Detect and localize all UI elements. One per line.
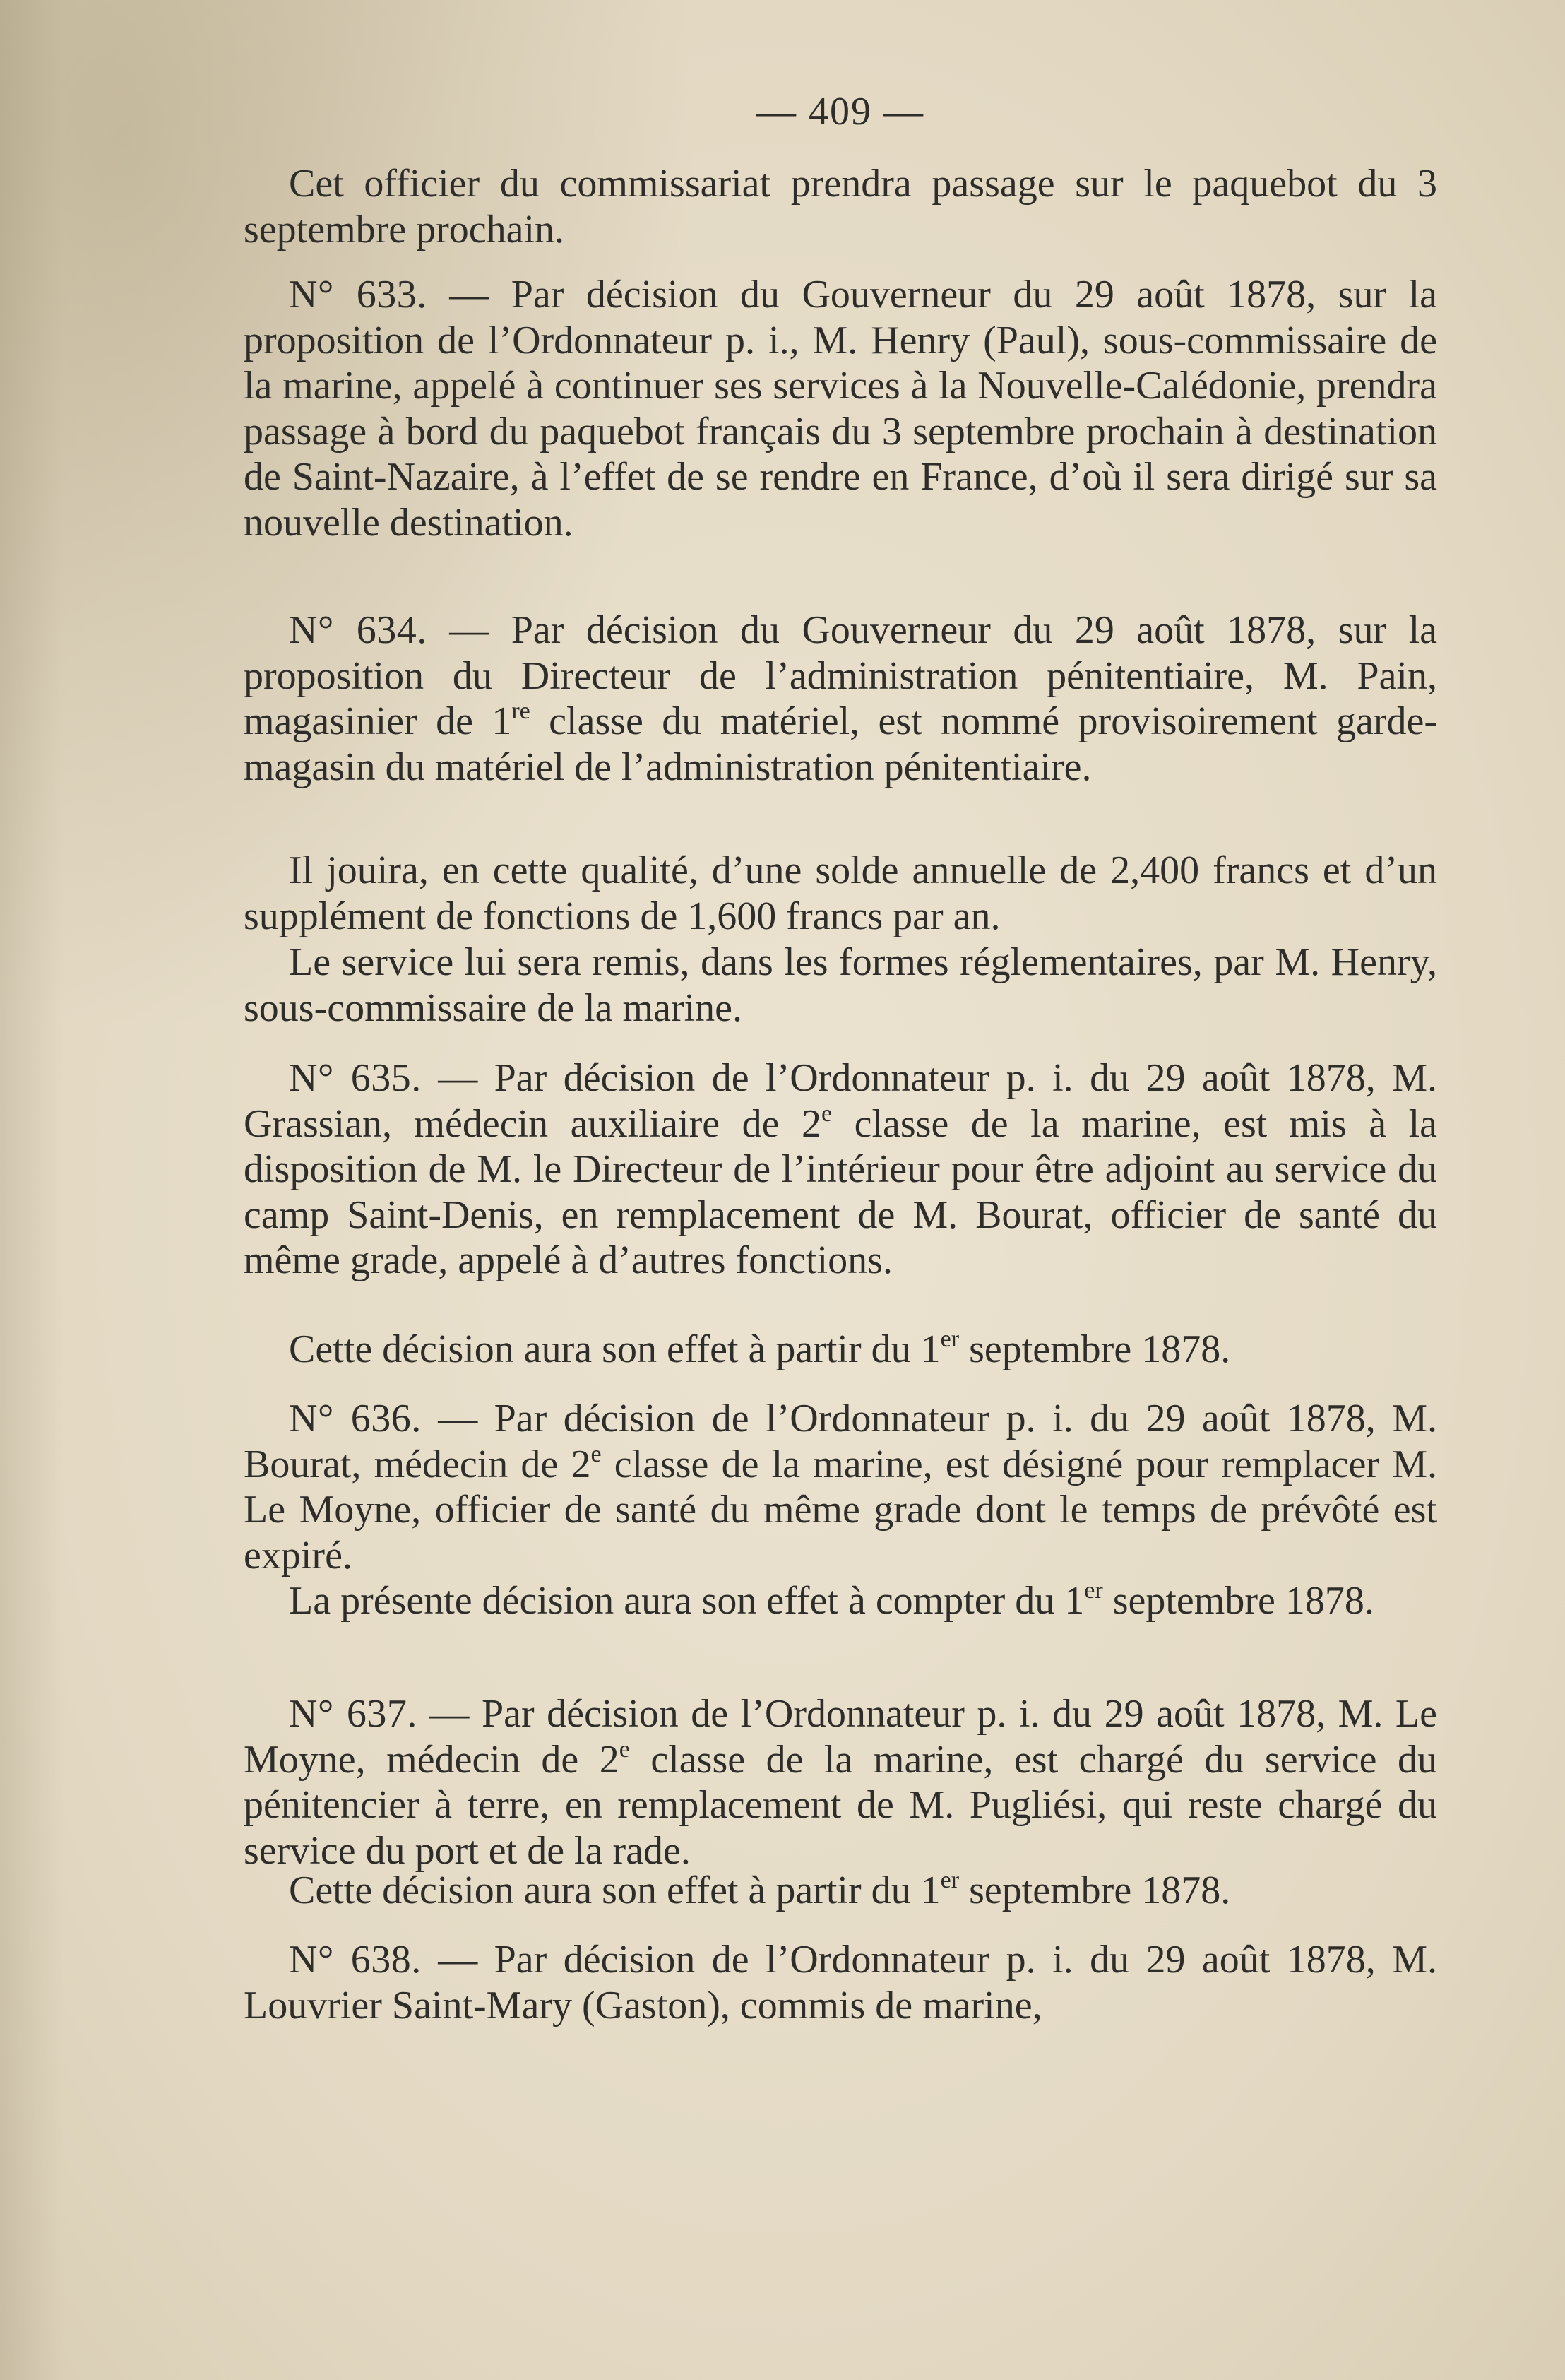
superscript: er [940,1867,960,1893]
page-number: — 409 — [756,90,924,134]
paragraph-638 [244,1937,1437,2028]
superscript: er [1084,1577,1103,1604]
decision-number: N° 637. [289,1692,417,1736]
paragraph-text: Cette décision aura son effet à partir du 1 [289,1869,941,1912]
decision-number: N° 636. [289,1397,422,1440]
paragraph-637-effect [244,1868,1437,1914]
paragraph-636 [244,1396,1437,1578]
paragraph-text: — Par décision du Gouverneur du 29 août 1878, sur la proposition du Directeur de l’administration pénitentiaire, M. Pain, magasinier de 1 [244,608,1437,743]
paragraph-text: septembre 1878. [959,1869,1231,1912]
superscript: re [511,698,530,724]
paragraph-text: — Par décision du Gouverneur du 29 août 1878, sur la proposition de l’Ordonnateur p. i., M. Henry (Paul), sous-commissaire de la marine, appelé à continuer ses services à la Nouvelle-Calédonie, prendra passage à bord du paquebot français du 3 septembre prochain à destination de Saint-Nazaire, à l’effet de se rendre en France, d’où il sera dirigé sur sa nouvelle destination. [244,273,1437,545]
superscript: er [940,1326,960,1352]
paragraph-text: Cet officier du commissariat prendra passage sur le paquebot du 3 septembre prochain. [244,162,1437,251]
paragraph-text: classe du matériel, est nommé provisoirement garde-magasin du matériel de l’administration pénitentiaire. [244,699,1437,789]
paragraph-text: — Par décision de l’Ordonnateur p. i. du 29 août 1878, M. Grassian, médecin auxiliaire de 2 [244,1056,1437,1146]
paragraph-text: classe de la marine, est désigné pour remplacer M. Le Moyne, officier de santé du même grade dont le temps de prévôté est expiré. [244,1442,1437,1577]
paragraph-text: septembre 1878. [959,1327,1231,1371]
paragraph-637 [244,1691,1437,1873]
paragraph-text: classe de la marine, est mis à la disposition de M. le Directeur de l’intérieur pour être adjoint au service du camp Saint-Denis, en remplacement de M. Bourat, officier de santé du même grade, appelé à d’autres fonctions. [244,1101,1438,1282]
paragraph-text: — Par décision de l’Ordonnateur p. i. du 29 août 1878, M. Le Moyne, médecin de 2 [244,1692,1437,1782]
superscript: e [590,1440,602,1467]
decision-number: N° 634. [289,608,427,652]
paragraph-text: septembre 1878. [1102,1579,1374,1623]
paragraph-text: Cette décision aura son effet à partir du 1 [289,1327,941,1371]
decision-number: N° 635. [289,1056,422,1100]
paragraph-text: Le service lui sera remis, dans les formes réglementaires, par M. Henry, sous-commissaire de la marine. [244,940,1437,1030]
paragraph-intro [244,161,1437,252]
decision-number: N° 633. [289,273,427,316]
paragraph-634-salary [244,848,1437,939]
paragraph-634 [244,608,1437,790]
page-edge-shadow [0,0,64,2380]
paragraph-text: — Par décision de l’Ordonnateur p. i. du 29 août 1878, M. Louvrier Saint-Mary (Gaston), commis de marine, [244,1938,1437,2027]
superscript: e [619,1736,630,1763]
paragraph-text: Il jouira, en cette qualité, d’une solde annuelle de 2,400 francs et d’un supplément de fonctions de 1,600 francs par an. [244,848,1437,938]
paragraph-633 [244,272,1437,545]
paragraph-635 [244,1055,1437,1284]
paragraph-635-effect [244,1327,1437,1373]
decision-number: N° 638. [289,1938,422,1982]
paragraph-text: — Par décision de l’Ordonnateur p. i. du 29 août 1878, M. Bourat, médecin de 2 [244,1397,1437,1486]
paragraph-636-effect [244,1578,1437,1624]
superscript: e [821,1100,833,1127]
paragraph-text: La présente décision aura son effet à compter du 1 [289,1579,1085,1623]
paragraph-634-service [244,940,1437,1031]
paragraph-text: classe de la marine, est chargé du service du pénitencier à terre, en remplacement de M. Pugliési, qui reste chargé du service du port et de la rade. [244,1737,1438,1873]
